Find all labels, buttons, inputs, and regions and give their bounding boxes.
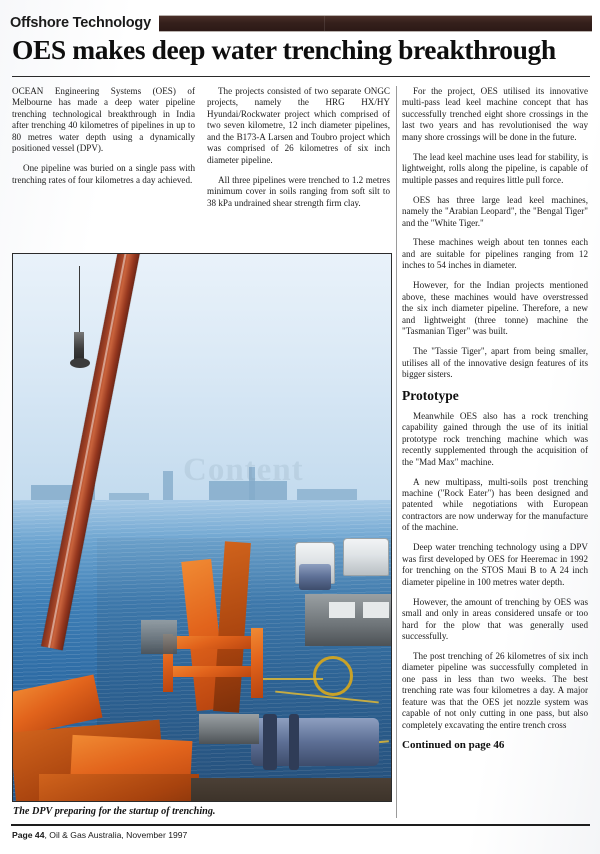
photo-caption: The DPV preparing for the startup of trenching. (13, 806, 216, 817)
photo-crane-hook (70, 358, 90, 368)
paragraph: The lead keel machine uses lead for stability, is lightweight, rolls along the pipeline, is capable of multiple passes and requires little pull force. (402, 151, 588, 185)
paragraph: Deep water trenching technology using a DPV was first developed by OES for Heeremac in 1992 for trenching on the STOS Maui B to A 24 inch diameter pipeline in 100 metres water depth. (402, 542, 588, 587)
paragraph: Meanwhile OES also has a rock trenching capability gained through the use of its initial prototype rock trenching machine which was recently supplemented through the acquisition of the "Mad Max" machine. (402, 410, 588, 467)
paragraph: One pipeline was buried on a single pass with trenching rates of four kilometres a day achieved. (12, 163, 195, 185)
headline-divider-rule (12, 76, 590, 77)
footer-divider-rule (11, 824, 590, 826)
article-photograph (12, 253, 392, 802)
section-header-bar (159, 15, 592, 32)
photo-crane-hook-block (74, 332, 84, 360)
article-column-3 (402, 86, 588, 818)
footer-publication: , Oil & Gas Australia, November 1997 (44, 830, 188, 840)
section-subheading: Prototype (402, 387, 459, 403)
article-column-2 (207, 86, 390, 218)
paragraph: A new multipass, multi-soils post trenching machine ("Rock Eater") has been designed and patented while negotiations with European contractors are now underway for the manufacture of the machine. (402, 476, 588, 533)
section-header (10, 12, 592, 34)
paragraph: OES has three large lead keel machines, namely the "Arabian Leopard", the "Bengal Tiger" and the "White Tiger." (402, 194, 588, 228)
photo-vessel-deck (13, 538, 391, 801)
paragraph: OCEAN Engineering Systems (OES) of Melbourne has made a deep water pipeline trenching technological breakthrough in India after trenching 40 kilometres of pipelines in up to 80 metres water depth using a dynamically positioned vessel (DPV). (12, 86, 195, 154)
photo-crane-cable (79, 266, 80, 338)
article-column-1 (12, 86, 195, 195)
paragraph: The "Tassie Tiger", apart from being smaller, utilises all of the innovative design features of its bigger sisters. (402, 346, 588, 380)
paragraph: However, for the Indian projects mentioned above, these machines would have overstressed the six inch diameter pipeline. Therefore, a new and lightweight (three tonne) machine the "Tasmanian Tiger" was built. (402, 280, 588, 337)
photo-image (13, 254, 391, 801)
paragraph: However, the amount of trenching by OES was small and only in areas considered unsafe or too hard for the plow that was generally used successfully. (402, 596, 588, 642)
paragraph: The post trenching of 26 kilometres of six inch diameter pipeline was successfully completed in one pass in less than two weeks. The best trenching rate was four kilometres a day. A major feature was that the OES jet nozzle system was capable of not only cutting in one pass, but also completely excavating the entire trench cross (402, 650, 588, 730)
paragraph: These machines weigh about ten tonnes each and are suitable for pipelines ranging from 12 inches to 54 inches in diameter. (402, 237, 588, 271)
footer-page-number: Page 44 (12, 830, 45, 840)
column-divider (396, 86, 397, 818)
paragraph: All three pipelines were trenched to 1.2 metres minimum cover in soils ranging from soft silt to 38 kPa undrained shear strength firm clay. (207, 174, 390, 208)
continued-notice: Continued on page 46 (402, 738, 505, 751)
paragraph: The projects consisted of two separate ONGC projects, namely the HRG HX/HY Hyundai/Rockwater project which comprised of two seven kilometre, 12 inch diameter pipelines, and the B173-A Larsen and Toubro project which was comprised of 26 kilometres of six inch diameter pipeline. (207, 86, 390, 165)
article-headline: OES makes deep water trenching breakthrough (12, 34, 556, 65)
paragraph: For the project, OES utilised its innovative multi-pass lead keel machine concept that has successfully trenched eight shore crossings in the last two years and has revolutionised the way many shore crossings will be done in the future. (402, 86, 588, 142)
page-footer (12, 830, 187, 840)
section-header-label: Offshore Technology (10, 15, 151, 31)
